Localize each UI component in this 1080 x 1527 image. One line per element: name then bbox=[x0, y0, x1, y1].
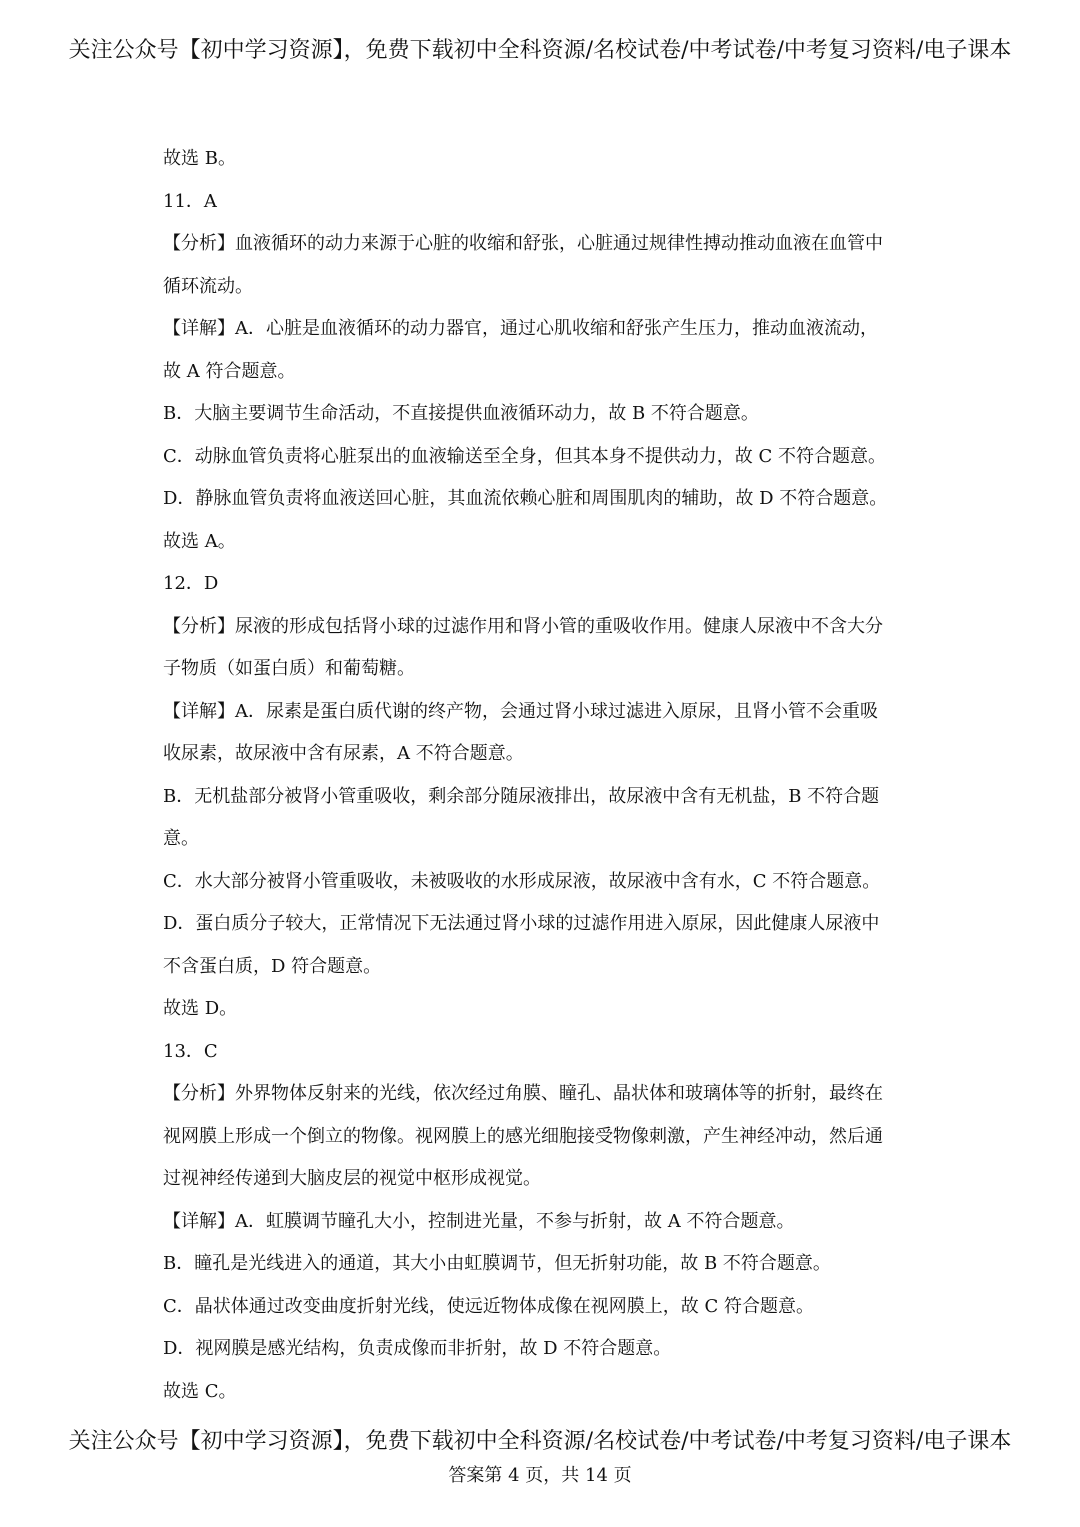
text-line: 收尿素，故尿液中含有尿素，A 不符合题意。 bbox=[163, 743, 524, 764]
text-line: C．晶状体通过改变曲度折射光线，使远近物体成像在视网膜上，故 C 符合题意。 bbox=[163, 1295, 814, 1317]
text-line: B．瞳孔是光线进入的通道，其大小由虹膜调节，但无折射功能，故 B 不符合题意。 bbox=[163, 1253, 831, 1274]
text-line: 视网膜上形成一个倒立的物像。视网膜上的感光细胞接受物像刺激，产生神经冲动，然后通 bbox=[163, 1125, 883, 1147]
answer-body bbox=[163, 138, 933, 1413]
text-line: 故选 A。 bbox=[163, 530, 236, 552]
text-line: 意。 bbox=[163, 828, 199, 849]
text-line: 【详解】A．尿素是蛋白质代谢的终产物，会通过肾小球过滤进入原尿，且肾小管不会重吸 bbox=[163, 700, 878, 722]
question-number: 13．C bbox=[163, 1040, 218, 1062]
text-line: D．静脉血管负责将血液送回心脏，其血流依赖心脏和周围肌肉的辅助，故 D 不符合题意。 bbox=[163, 488, 888, 509]
text-line: C．动脉血管负责将心脏泵出的血液输送至全身，但其本身不提供动力，故 C 不符合题意。 bbox=[163, 445, 886, 467]
text-line: B．大脑主要调节生命活动，不直接提供血液循环动力，故 B 不符合题意。 bbox=[163, 403, 759, 424]
text-line: D．视网膜是感光结构，负责成像而非折射，故 D 不符合题意。 bbox=[163, 1338, 672, 1359]
text-line: 【详解】A．虹膜调节瞳孔大小，控制进光量，不参与折射，故 A 不符合题意。 bbox=[163, 1210, 795, 1232]
text-line: 故 A 符合题意。 bbox=[163, 360, 296, 382]
header-banner: 关注公众号【初中学习资源】，免费下载初中全科资源/名校试卷/中考试卷/中考复习资料/电子课本 bbox=[68, 38, 1012, 63]
question-number: 12．D bbox=[163, 573, 219, 594]
text-line: 【分析】外界物体反射来的光线，依次经过角膜、瞳孔、晶状体和玻璃体等的折射，最终在 bbox=[163, 1083, 883, 1104]
text-line: D．蛋白质分子较大，正常情况下无法通过肾小球的过滤作用进入原尿，因此健康人尿液中 bbox=[163, 913, 880, 934]
question-number: 11．A bbox=[163, 190, 217, 212]
text-line: 【分析】尿液的形成包括肾小球的过滤作用和肾小管的重吸收作用。健康人尿液中不含大分 bbox=[163, 615, 883, 637]
footer-banner: 关注公众号【初中学习资源】，免费下载初中全科资源/名校试卷/中考试卷/中考复习资料/电子课本 bbox=[68, 1429, 1012, 1454]
text-line: C．水大部分被肾小管重吸收，未被吸收的水形成尿液，故尿液中含有水，C 不符合题意。 bbox=[163, 870, 881, 892]
text-line: 子物质（如蛋白质）和葡萄糖。 bbox=[163, 658, 415, 679]
text-line: B．无机盐部分被肾小管重吸收，剩余部分随尿液排出，故尿液中含有无机盐，B 不符合题 bbox=[163, 785, 880, 807]
text-line: 【详解】A．心脏是血液循环的动力器官，通过心肌收缩和舒张产生压力，推动血液流动， bbox=[163, 318, 878, 339]
text-line: 循环流动。 bbox=[163, 275, 253, 297]
text-line: 故选 D。 bbox=[163, 998, 238, 1019]
text-line: 不含蛋白质，D 符合题意。 bbox=[163, 955, 382, 977]
page-number: 答案第 4 页，共 14 页 bbox=[448, 1465, 632, 1486]
text-line: 过视神经传递到大脑皮层的视觉中枢形成视觉。 bbox=[163, 1168, 541, 1189]
text-line: 故选 B。 bbox=[163, 148, 236, 169]
text-line: 故选 C。 bbox=[163, 1380, 237, 1402]
text-line: 【分析】血液循环的动力来源于心脏的收缩和舒张，心脏通过规律性搏动推动血液在血管中 bbox=[163, 233, 883, 254]
